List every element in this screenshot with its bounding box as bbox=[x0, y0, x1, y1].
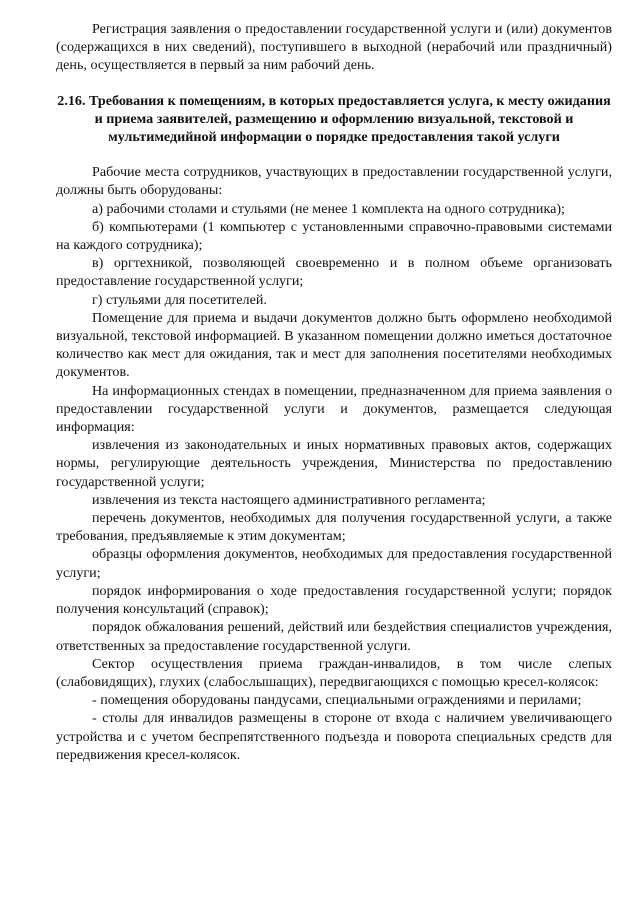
list-item: порядок обжалования решений, действий или бездействия специалистов учреждения, ответственных за предоставление государственной услуги. bbox=[56, 619, 612, 654]
body-paragraph: Сектор осуществления приема граждан-инвалидов, в том числе слепых (слабовидящих), глухих (слабослышащих), передвигающихся с помощью кресел-колясок: bbox=[56, 655, 612, 690]
list-item: в) оргтехникой, позволяющей своевременно и в полном объеме организовать предоставление государственной услуги; bbox=[56, 255, 612, 290]
list-item: извлечения из законодательных и иных нормативных правовых актов, содержащих нормы, регулирующие деятельность учреждения, Министерства по предоставлению государственной услуги; bbox=[56, 437, 612, 490]
document-page bbox=[56, 20, 612, 764]
list-item: г) стульями для посетителей. bbox=[92, 291, 267, 308]
list-item: а) рабочими столами и стульями (не менее 1 комплекта на одного сотрудника); bbox=[92, 200, 565, 217]
list-item: перечень документов, необходимых для получения государственной услуги, а также требования, предъявляемые к этим документам; bbox=[56, 510, 612, 545]
list-item: - помещения оборудованы пандусами, специальными ограждениями и перилами; bbox=[92, 692, 582, 709]
list-item: образцы оформления документов, необходимых для предоставления государственной услуги; bbox=[56, 546, 612, 581]
list-item: порядок информирования о ходе предоставления государственной услуги; порядок получения консультаций (справок); bbox=[56, 582, 612, 618]
body-paragraph: Помещение для приема и выдачи документов должно быть оформлено необходимой визуальной, текстовой информацией. В указанном помещении должно иметься достаточное количество как мест для ожидания, так и мест для заполнения посетителями необходимых документов. bbox=[56, 309, 612, 381]
list-item: - столы для инвалидов размещены в стороне от входа с наличием увеличивающего устройства и с учетом беспрепятственного подъезда и поворота специальных средств для передвижения кресел-колясок. bbox=[56, 710, 612, 763]
section-heading: 2.16. Требования к помещениям, в которых предоставляется услуга, к месту ожидания и приема заявителей, размещению и оформлению визуальной, текстовой и мультимедийной информации о порядке предоставления такой услуги bbox=[57, 92, 611, 146]
list-item: б) компьютерами (1 компьютер с установленными справочно-правовыми системами на каждого сотрудника); bbox=[56, 218, 612, 254]
body-paragraph: Рабочие места сотрудников, участвующих в предоставлении государственной услуги, должны быть оборудованы: bbox=[56, 164, 612, 199]
list-item: извлечения из текста настоящего административного регламента; bbox=[92, 491, 486, 508]
intro-paragraph: Регистрация заявления о предоставлении государственной услуги и (или) документов (содержащихся в них сведений), поступившего в выходной (нерабочий или праздничный) день, осуществляется в первый за ним рабочий день. bbox=[56, 21, 612, 74]
spacer bbox=[56, 146, 612, 163]
body-paragraph: На информационных стендах в помещении, предназначенном для приема заявления о предоставлении государственной услуги и документов, размещается следующая информация: bbox=[56, 382, 612, 436]
spacer bbox=[56, 75, 612, 92]
